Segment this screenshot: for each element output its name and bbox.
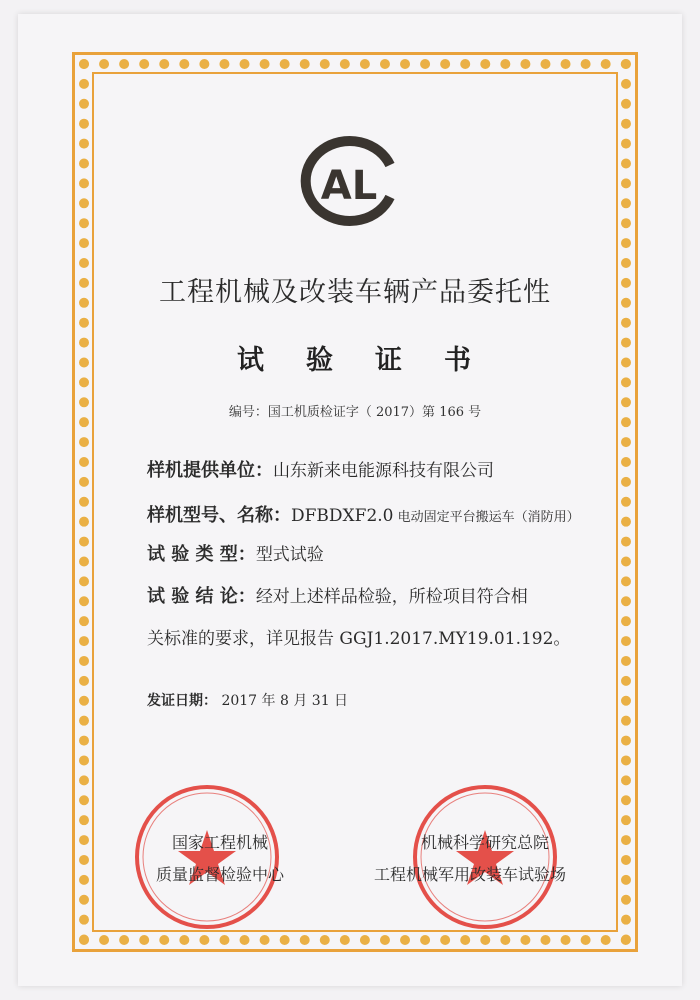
- field-sample-provider: [147, 456, 494, 482]
- seal-right-icon: [410, 782, 560, 932]
- field-label: 样机型号、名称：: [147, 505, 291, 526]
- field-value: 山东新来电能源科技有限公司: [273, 461, 494, 481]
- field-value-model: DFBDXF2.0: [291, 506, 394, 526]
- issuer-left-line1: 国家工程机械: [171, 833, 268, 852]
- field-value: 经对上述样品检验，所检项目符合相: [255, 587, 528, 607]
- field-model-name: [147, 501, 580, 527]
- field-value: 型式试验: [255, 545, 324, 565]
- field-label: 试 验 类 型：: [147, 544, 256, 565]
- field-label: 试 验 结 论：: [147, 586, 256, 607]
- issue-date-label: 发证日期：: [147, 693, 217, 709]
- field-test-conclusion-cont: 关标准的要求，详见报告 GGJ1.2017.MY19.01.192。: [147, 629, 571, 649]
- issuer-right-line2: 工程机械军用改装车试验场: [373, 865, 566, 884]
- issuer-right-line1: 机械科学研究总院: [420, 833, 549, 852]
- certificate-serial: 编号：国工机质检证字（ 2017）第 166 号: [228, 405, 482, 420]
- seal-left-icon: [132, 782, 282, 932]
- field-value-note: 电动固定平台搬运车（消防用）: [393, 510, 580, 525]
- field-test-conclusion: [147, 582, 528, 608]
- cal-logo-icon: [297, 135, 403, 227]
- field-test-type: [147, 540, 324, 566]
- issuer-left-line2: 质量监督检验中心: [155, 865, 284, 884]
- issue-date-row: [147, 690, 348, 710]
- field-label: 样机提供单位：: [147, 460, 273, 481]
- logo-text: AL: [320, 163, 378, 209]
- issue-date-value: 2017 年 8 月 31 日: [221, 693, 349, 709]
- certificate-title-line2: 试验证书: [237, 345, 513, 376]
- certificate-title-line1: 工程机械及改装车辆产品委托性: [159, 277, 551, 308]
